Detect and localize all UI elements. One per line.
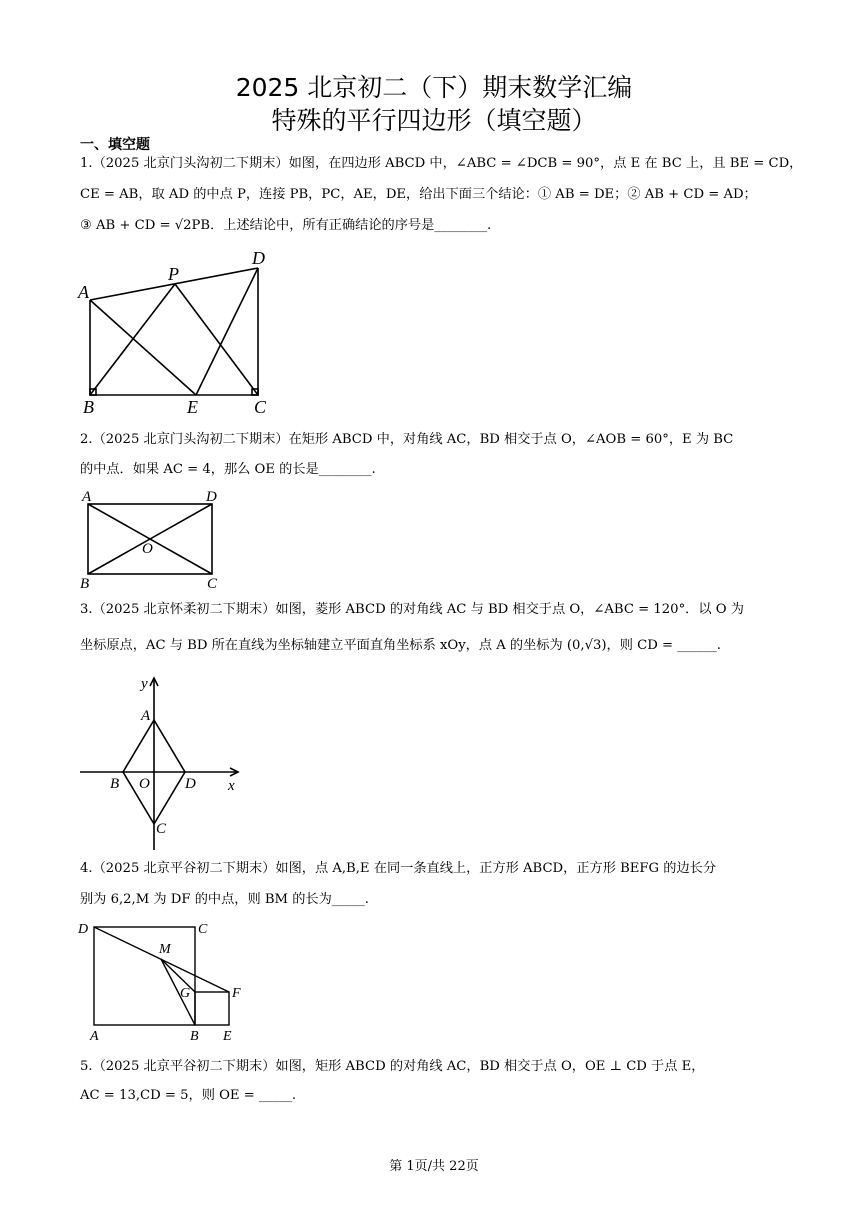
q2-line2: 的中点．如果 AC = 4，那么 OE 的长是________. [80, 462, 376, 477]
page-footer: 第 1页/共 22页 [389, 1159, 479, 1174]
fig1-label-p: P [168, 264, 179, 284]
fig1-label-a: A [78, 282, 89, 302]
doc-title-line2: 特殊的平行四边形（填空题） [271, 106, 597, 135]
fig2-label-c: C [207, 576, 218, 592]
q5-line2: AC = 13,CD = 5，则 OE = _____. [80, 1088, 297, 1103]
fig4-label-e: E [223, 1029, 232, 1044]
section-heading: 一、填空题 [80, 137, 150, 153]
fig4-label-c: C [198, 922, 208, 937]
fig3-label-c: C [156, 821, 167, 837]
fig3-label-d: D [185, 776, 196, 792]
fig1-label-e: E [187, 397, 198, 417]
fig2-label-d: D [206, 489, 217, 505]
fig1-label-b: B [83, 397, 94, 417]
fig4-label-b: B [190, 1029, 199, 1044]
fig1-label-c: C [254, 397, 267, 417]
fig4-label-m: M [159, 942, 171, 957]
fig4-label-a: A [90, 1029, 99, 1044]
q3-line2: 坐标原点，AC 与 BD 所在直线为坐标轴建立平面直角坐标系 xOy，点 A 的坐标为 (0,√3)，则 CD = ______. [80, 638, 721, 653]
q1-line2: CE = AB，取 AD 的中点 P，连接 PB，PC，AE，DE，给出下面三个结论：① AB = DE；② AB + CD = AD； [80, 187, 757, 202]
fig3-label-o: O [139, 776, 150, 792]
q4-line2: 别为 6,2,M 为 DF 的中点，则 BM 的长为_____. [80, 892, 369, 907]
fig3-label-y: y [141, 676, 148, 692]
q1-line3: ③ AB + CD = √2PB．上述结论中，所有正确结论的序号是________. [80, 218, 492, 233]
q2-line1: 2.（2025 北京门头沟初二下期末）在矩形 ABCD 中，对角线 AC，BD 相交于点 O，∠AOB = 60°，E 为 BC [80, 432, 734, 447]
q5-line1: 5.（2025 北京平谷初二下期末）如图，矩形 ABCD 的对角线 AC，BD 相交于点 O，OE ⊥ CD 于点 E， [80, 1059, 705, 1074]
fig3-label-b: B [110, 776, 120, 792]
fig2-label-b: B [80, 576, 90, 592]
fig4-label-f: F [232, 986, 241, 1001]
doc-title-line1: 2025 北京初二（下）期末数学汇编 [235, 73, 633, 102]
fig2-label-o: O [142, 541, 153, 557]
q1-line1: 1.（2025 北京门头沟初二下期末）如图，在四边形 ABCD 中，∠ABC = ∠DCB = 90°，点 E 在 BC 上，且 BE = CD， [80, 156, 803, 171]
fig3-label-a: A [141, 708, 151, 724]
q4-line1: 4.（2025 北京平谷初二下期末）如图，点 A,B,E 在同一条直线上，正方形 ABCD，正方形 BEFG 的边长分 [80, 861, 717, 876]
q3-line1: 3.（2025 北京怀柔初二下期末）如图，菱形 ABCD 的对角线 AC 与 BD 相交于点 O，∠ABC = 120°．以 O 为 [80, 602, 744, 617]
fig4-label-g: G [180, 986, 191, 1001]
fig3-label-x: x [228, 778, 235, 794]
fig1-label-d: D [252, 248, 265, 268]
fig2-label-a: A [82, 489, 92, 505]
fig4-label-d: D [78, 922, 89, 937]
